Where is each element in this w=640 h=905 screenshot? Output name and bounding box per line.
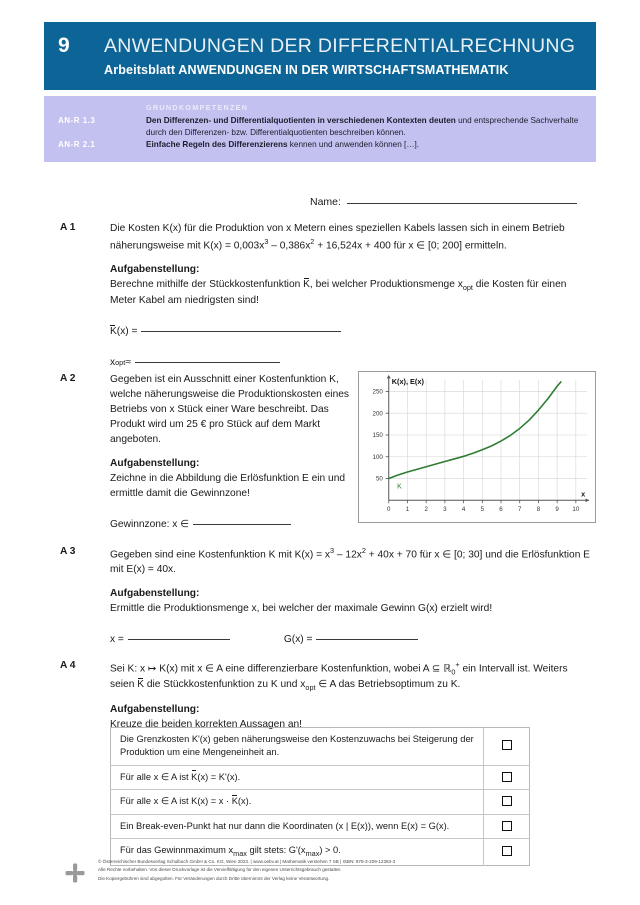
a4-intro2-b: die Stückkostenfunktion zu K und x [143,679,306,691]
task-a1-assignment-label: Aufgabenstellung: [110,264,200,276]
chart-y-axis-label: K(x), E(x) [391,376,424,386]
competency-code: AN-R 1.3 [58,116,96,125]
a4-sub-0: 0 [451,667,456,677]
task-a3-assignment-line1: Ermittle die Produktionsmenge x, bei welcher der maximale Gewinn G(x) erzielt wird! [110,603,493,615]
stmt3-prefix: Für alle x ∈ A ist K(x) = x · [120,796,232,807]
a4-intro2-c: ∈ A das Betriebsoptimum zu K. [315,679,461,691]
name-field [310,196,577,208]
svg-text:1: 1 [405,506,410,514]
a3-answer1-input[interactable] [128,639,230,640]
worksheet-subtitle: Arbeitsblatt ANWENDUNGEN IN DER WIRTSCHAFTSMATHEMATIK [104,63,509,78]
competency-box [44,96,596,162]
stmt2-prefix: Für alle x ∈ A ist [120,771,192,782]
task-a1-body [110,222,566,371]
cost-function-chart [358,371,596,523]
task-a1-id: A 1 [60,222,76,233]
a1-formula-c: + 16,524x + 400 für x ∈ [0; 200] ermitteln. [314,240,507,252]
chart-curve-label: K [397,483,402,491]
svg-text:10: 10 [572,506,580,514]
a3-exp-2: 2 [361,546,366,555]
a1-answer1-rest: (x) = [116,326,138,338]
task-a2-assignment-line1: Zeichne in die Abbildung die Erlösfunktion E ein und [110,472,346,484]
svg-text:9: 9 [555,506,559,514]
chapter-title: ANWENDUNGEN DER DIFFERENTIALRECHNUNG [104,34,576,57]
task-a1-intro-line2 [110,237,566,254]
competency-row [44,139,584,151]
a2-answer-label: Gewinnzone: x ∈ [110,518,190,530]
task-a4-body [110,660,568,733]
task-a3-id: A 3 [60,546,76,557]
svg-text:100: 100 [372,453,383,461]
chapter-number: 9 [58,33,70,57]
a1-answer2-rest: ≈ [125,357,131,369]
chart-tick-labels [373,389,580,514]
task-a3-answers [110,633,590,648]
table-row [111,814,530,838]
statement-checkbox-cell[interactable] [484,814,530,838]
task-a1 [52,222,592,371]
task-a4-intro-line2 [110,678,568,694]
checkbox-icon[interactable] [502,740,512,750]
a1-sub-opt: opt [462,283,473,293]
a1-answer1-input[interactable] [141,331,341,332]
svg-text:8: 8 [536,506,541,514]
task-a3-body [110,546,590,648]
task-a3-intro-line1 [110,546,590,563]
task-a2-assignment-label: Aufgabenstellung: [110,457,200,469]
table-row [111,790,530,814]
a3-formula-c: + 40x + 70 für x ∈ [0; 30] und die Erlösfunktion E [365,549,590,561]
chart-gridlines [385,380,587,500]
svg-text:0: 0 [387,506,391,514]
task-a3-intro-line2: mit E(x) = 40x. [110,564,176,576]
a1-assign-c: die Kosten für einen [472,279,567,291]
competency-text [146,115,584,138]
a3-formula-b: – 12x [334,549,362,561]
publisher-logo-icon [64,858,98,889]
footer-line-2: Alle Rechte vorbehalten. Von dieser Druckvorlage ist die Vervielfältigung für den eigenen Unterrichtsgebrauch gestattet. [98,867,342,873]
statement-checkbox-cell[interactable] [484,765,530,789]
statement-text: Ein Break-even-Punkt hat nur dann die Koordinaten (x | E(x)), wenn E(x) = G(x). [120,820,450,831]
a3-answer2-input[interactable] [316,639,418,640]
stmt3-suffix: (x). [237,796,252,807]
a4-avg-cost-symbol: K [137,678,144,693]
chart-curve-K [389,382,561,479]
a1-avg-cost-symbol: K [303,278,310,293]
stmt3-avg-cost-symbol: K [232,795,238,808]
task-a4-intro-line1 [110,660,568,678]
a1-assign-b: , bei welcher Produktionsmenge x [309,279,463,291]
chart-axes [386,375,589,503]
competency-row [44,115,584,138]
checkbox-icon[interactable] [502,796,512,806]
footer-text-block [98,858,395,883]
statement-text [111,765,484,789]
task-a4-id: A 4 [60,660,76,671]
competency-code: AN-R 2.1 [58,140,96,150]
name-label: Name: [310,196,341,208]
competency-bold: Einfache Regeln des Differenzierens [146,140,288,150]
stmt5-sub2: max [305,849,320,859]
a1-answer2-sub: opt [115,358,126,368]
competency-rest: kennen und anwenden können […]. [287,140,420,150]
a2-answer-input[interactable] [193,524,291,525]
task-a4 [52,660,592,733]
svg-text:2: 2 [424,506,428,514]
stmt5-sub1: max [233,849,247,859]
checkbox-icon[interactable] [502,772,512,782]
name-input[interactable] [347,203,577,204]
a4-intro-a: Sei K: x ↦ K(x) mit x ∈ A eine differenzierbare Kostenfunktion, wobei A ⊆ ℝ [110,663,452,675]
svg-text:150: 150 [372,432,383,440]
a1-answer2-input[interactable] [135,362,280,363]
task-a3-assignment-label: Aufgabenstellung: [110,588,200,600]
svg-text:4: 4 [461,506,466,514]
statement-text: Die Grenzkosten K'(x) geben näherungsweise den Kostenzuwachs bei Steigerung der Produktion um eine Mengeneinheit an. [120,734,474,758]
a4-intro2-a: seien [110,679,138,691]
a1-answer1-K: K [110,325,117,340]
competency-bold: Den Differenzen- und Differentialquotienten in verschiedenen Kontexten deuten [146,116,456,125]
task-a2-intro-line5: angeboten. [110,433,161,445]
oebv-logo-svg [64,862,86,884]
task-a2-intro-line1: Gegeben ist ein Ausschnitt einer Kostenfunktion K, [110,374,339,385]
svg-text:7: 7 [517,506,522,514]
a4-sup-plus: + [455,660,460,669]
task-a1-intro-line1: Die Kosten K(x) für die Produktion von x Metern eines speziellen Kabels lassen sich in einem Betrieb [110,223,565,234]
a1-formula-b: – 0,386x [268,240,311,252]
task-a2-intro-line2: welche näherungsweise die Produktionskosten eines [110,388,349,400]
task-a1-answer-2 [110,356,566,371]
task-a4-assignment-line1: Kreuze die beiden korrekten Aussagen an! [110,718,302,730]
task-a2-intro-line4: Produkt wird um 25 € pro Stück auf dem Markt [110,418,321,430]
svg-text:50: 50 [375,475,383,483]
table-row [111,765,530,789]
competency-rest: und entsprechende Sachverhalte durch den Differenzen- bzw. Differentialquotienten beschreiben können. [146,116,579,137]
a4-sub-opt: opt [305,683,316,693]
a1-exp-1: 3 [264,236,269,246]
footer-line-1: © Österreichischer Bundesverlag Schulbuch GmbH & Co. KG, Wien 2023. | www.oebv.at | Mathematik verstehen 7 SB | ISBN: 978-3-209-12363-3 [98,859,396,864]
statements-table [110,727,530,866]
stmt5-suffix: gilt stets: G'(x [246,845,306,856]
statement-text [111,790,484,814]
svg-text:5: 5 [480,506,485,514]
a3-exp-1: 3 [330,546,335,555]
a3-answer2-label: G(x) = [283,634,313,646]
svg-text:3: 3 [443,506,447,514]
statement-checkbox-cell[interactable] [484,790,530,814]
header-title-row [44,35,596,57]
footer-line-3: Die Kopiergebühren sind abgegolten. Für Veränderungen durch Dritte übernimmt der Verlag keine Verantwortung. [98,875,330,881]
stmt2-suffix: (x) = K'(x). [197,771,241,782]
checkbox-icon[interactable] [502,821,512,831]
task-a1-assignment-line1 [110,278,566,294]
task-a1-assignment-line2: Meter Kabel am niedrigsten sind! [110,295,259,307]
a1-assign-a: Berechne mithilfe der Stückkostenfunktion [110,279,304,291]
svg-text:6: 6 [499,506,503,514]
chart-svg [359,372,595,522]
a3-answer1-label: x = [110,634,124,646]
chart-x-axis-label: x [581,489,586,499]
a4-intro-b: ein Intervall ist. Weiters [459,663,568,675]
task-a2 [52,373,352,533]
table-row [111,728,530,766]
task-a3 [52,546,592,648]
checkbox-icon[interactable] [502,846,512,856]
stmt5-prefix: Für das Gewinnmaximum x [120,845,234,856]
statement-checkbox-cell[interactable] [484,728,530,766]
competency-heading: GRUNDKOMPETENZEN [146,103,249,112]
task-a4-assignment-label: Aufgabenstellung: [110,703,200,715]
a1-formula-a: näherungsweise mit K(x) = 0,003x [110,240,265,252]
task-a2-answer [110,518,349,533]
page-header [44,22,596,90]
a1-answer2-x: x [110,357,116,369]
competency-text [146,139,584,151]
task-a2-intro-line3: Betriebs von x Stück einer Ware beschreibt. Das [110,403,329,415]
task-a1-answer-1 [110,325,566,340]
stmt5-suffix2: ) > 0. [319,845,341,856]
svg-text:250: 250 [372,388,383,396]
svg-text:200: 200 [372,410,383,418]
task-a2-body [110,373,349,533]
task-a2-assignment-line2: ermittle damit die Gewinnzone! [110,487,250,499]
page-footer [64,858,584,889]
a1-exp-2: 2 [310,236,315,246]
a3-formula-a: Gegeben sind eine Kostenfunktion K mit K(x) = x [110,549,331,561]
stmt2-avg-cost-symbol: K [191,771,197,784]
task-a2-id: A 2 [60,373,76,384]
